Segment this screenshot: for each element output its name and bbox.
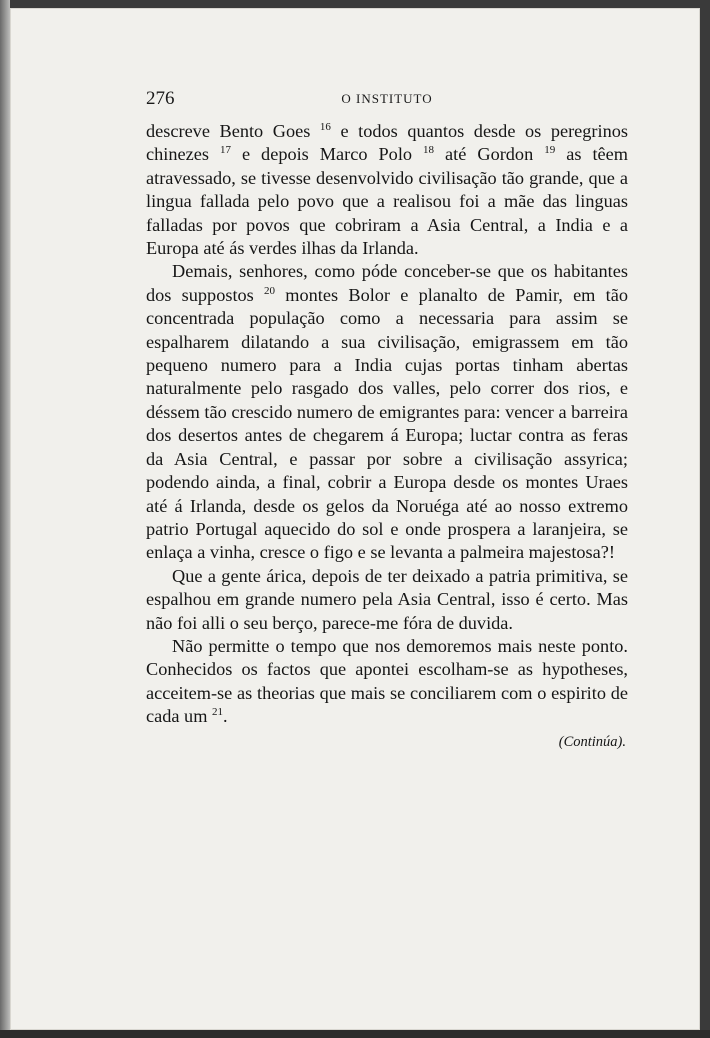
paragraph xyxy=(146,260,628,564)
body-text xyxy=(146,120,628,754)
paragraph xyxy=(146,565,628,635)
text-run: Não permitte o tempo que nos demoremos mais neste ponto. Conhecidos os factos que apontei escolham-se as hypotheses, acceitem-se as theorias que mais se conciliarem com o espirito de cada um xyxy=(146,635,628,727)
text-run: Demais, senhores, como póde conceber-se que os habitantes dos suppostos xyxy=(146,261,628,305)
text-run: e depois Marco Polo xyxy=(230,144,424,165)
continua-note: (Continúa). xyxy=(558,733,626,750)
paragraph xyxy=(146,120,628,260)
text-run: . xyxy=(222,706,228,727)
scan-left-edge xyxy=(0,0,10,1038)
footnote-ref: 19 xyxy=(544,144,556,157)
paragraph xyxy=(146,635,628,729)
scan-bottom-edge xyxy=(0,1030,710,1038)
page-header xyxy=(146,88,628,114)
footnote-ref: 21 xyxy=(211,706,223,719)
text-run: descreve Bento Goes xyxy=(146,121,320,141)
footnote-ref: 18 xyxy=(423,144,435,157)
footnote-ref: 16 xyxy=(319,120,331,133)
text-run: as têem atravessado, se tivesse desenvolvido civilisação tão grande, que a lingua fallada pelo povo que a realisou foi a mãe das linguas falladas por povos que cobriram a Asia Central, a India e a Europa até ás verdes ilhas da Irlanda. xyxy=(146,144,628,259)
text-run: Que a gente árica, depois de ter deixado a patria primitiva, se espalhou em grande numero pela Asia Central, isso é certo. Mas não foi alli o seu berço, parece-me fóra de duvida. xyxy=(146,565,628,633)
paragraphs xyxy=(146,120,628,729)
running-title: O INSTITUTO xyxy=(341,91,433,106)
page-number: 276 xyxy=(146,88,175,109)
footnote-ref: 20 xyxy=(264,284,276,297)
text-run: e todos quantos desde os peregrinos chinezes xyxy=(146,121,628,165)
text-run: montes Bolor e planalto de Pamir, em tão concentrada população como a necessaria para assim se espalharem dilatando a sua civilisação, emigrassem em tão pequeno numero para a India cujas portas tinham abertas naturalmente pelo rasgado dos valles, pelo correr dos rios, e déssem tão crescido numero de emigrantes para: vencer a barreira dos desertos antes de chegarem á Europa; luctar contra as feras da Asia Central, e passar por sobre a civilisação assyrica; podendo ainda, a final, cobrir a Europa desde os montes Uraes até á Irlanda, desde os gelos da Noruéga até ao nosso extremo patrio Portugal aquecido do sol e onde prospera a laranjeira, se enlaça a vinha, cresce o figo e se levanta a palmeira majestosa?! xyxy=(146,284,628,563)
text-run: até Gordon xyxy=(434,144,545,165)
footnote-ref: 17 xyxy=(219,144,231,157)
